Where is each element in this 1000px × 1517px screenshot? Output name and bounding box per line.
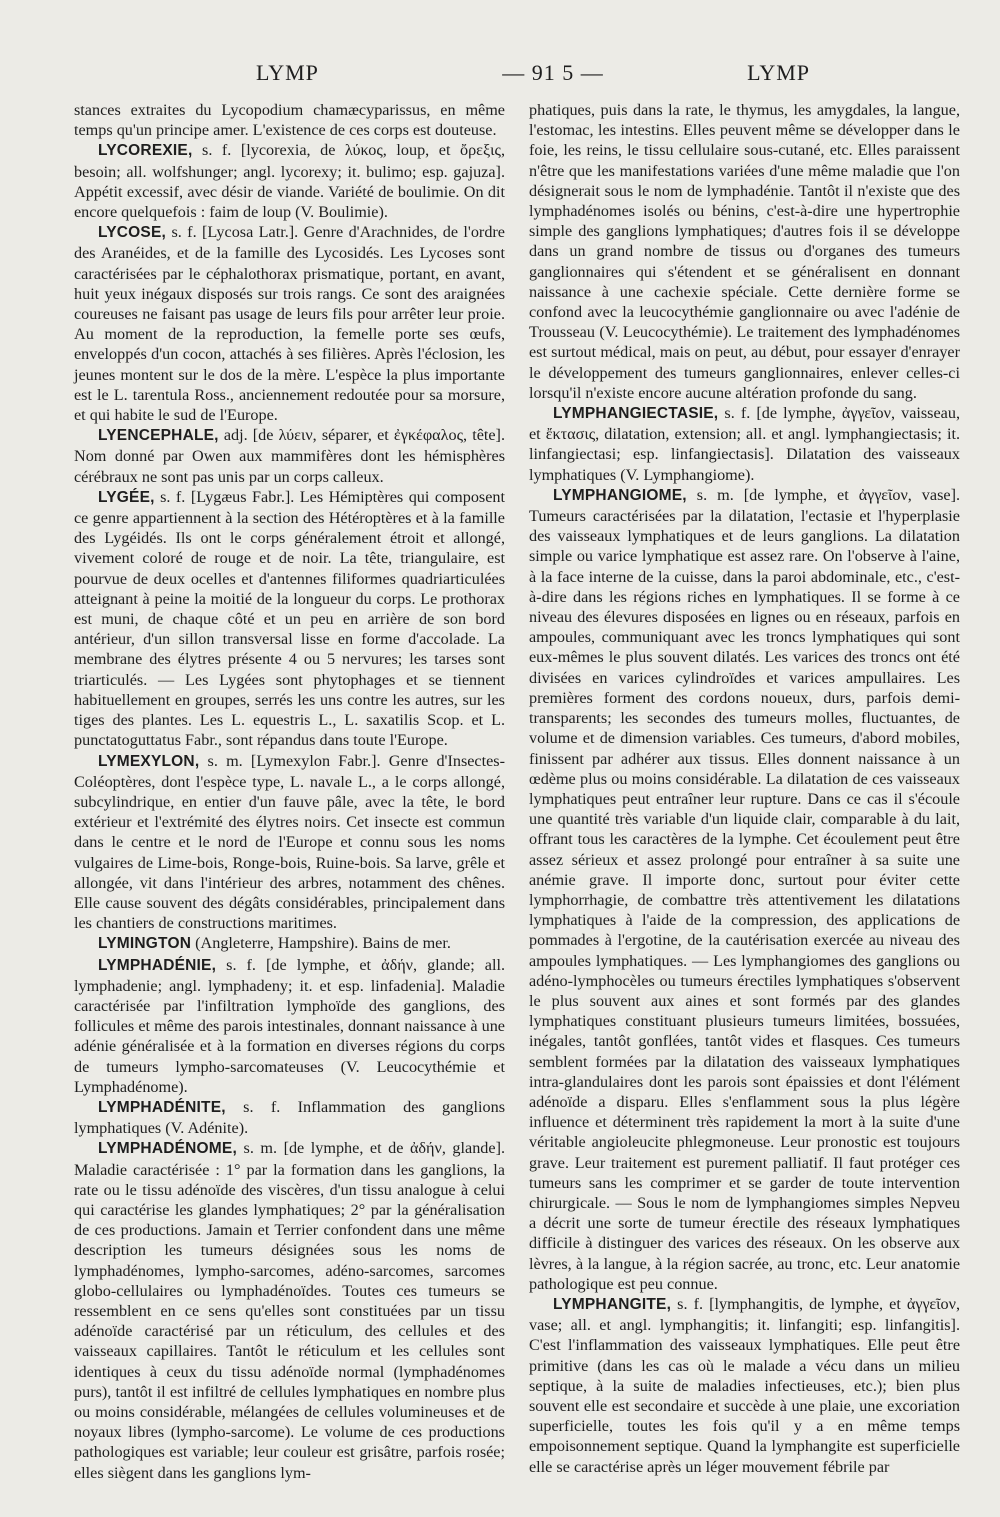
entry-text: s. m. [de lymphe, et ἀγγεῖον, vase]. Tumeurs caractérisées par la dilatation, l'ectasie et l'hyperplasie des vaisseaux lymphatiques et de leurs ganglions. La dilatation simple ou varice lymphatique est assez rare. On l'observe à l'aine, à la face interne de la cuisse, dans la paroi abdominale, etc., c'est-à-dire dans les régions riches en lymphatiques. Il se forme à ce niveau des élevures disposées en lignes ou en réseaux, parfois en ampoules, communiquant avec les troncs lymphatiques qui sont eux-mêmes le plus souvent dilatés. Les varices des troncs ont été divisées en varices cylindroïdes et varices ampullaires. Les premières forment des cordons noueux, durs, parfois demi-transparents; les secondes des tumeurs molles, fluctuantes, de volume et de dimension variables. Ces tumeurs, d'abord mobiles, finissent par adhérer aux tissus. Elles donnent naissance à un œdème plus ou moins considérable. La dilatation de ces vaisseaux lymphatiques peut entraîner leur rupture. Dans ce cas il s'écoule une quantité très variable d'un liquide clair, comparable à du lait, offrant tous les caractères de la lymphe. Cet écoulement peut être assez sérieux et assez prolongé pour entraîner à sa suite une anémie grave. Il importe donc, surtout pour éviter cette lymphorrhagie, de combattre très attentivement les dilatations lymphatiques à l'aide de la compression, des applications de pommades à l'ergotine, de la cautérisation exercée au niveau des ampoules lymphatiques. — Les lymphangiomes des ganglions ou adéno-lymphocèles ou tumeurs érectiles lymphatiques s'observent le plus souvent aux aines et sont formés par des glandes lymphatiques constituant plusieurs tumeurs limitées, bossuées, inégales, tantôt gonflées, tantôt vides et flasques. Ces tumeurs semblent formées par la dilatation des vaisseaux lymphatiques intra-glandulaires dont les parois sont épaissies et dont l'élément adénoïde a disparu. Elles s'enflamment sous la plus légère influence et déterminent très rapidement la mort à la suite d'une véritable angioleucite phlegmoneuse. Leur pronostic est toujours grave. Leur traitement est purement palliatif. Il faut protéger ces tumeurs sans les comprimer et se garder de toute intervention chirurgicale. — Sous le nom de lymphangiomes simples Nepveu a décrit une sorte de tumeur érectile des réseaux lymphatiques difficile à distinguer des varices des réseaux. On les observe aux lèvres, à la langue, à la région sacrée, au tronc, etc. Leur anatomie pathologique est peu connue. (529, 485, 961, 1293)
dictionary-entry (74, 933, 505, 954)
entry-text: (Angleterre, Hampshire). Bains de mer. (195, 934, 451, 953)
right-column (529, 100, 960, 1483)
dictionary-entry (74, 487, 505, 751)
entry-headword: LYMPHANGIECTASIE, (553, 405, 719, 423)
header-right-guide-word: LYMP (747, 60, 810, 85)
dictionary-entry (74, 1138, 505, 1482)
entry-text: s. f. [Lygæus Fabr.]. Les Hémiptères qui composent ce genre appartiennent à la section des Hétéroptères et à la famille des Lygéidés. Ils ont le corps généralement étroit et allongé, vivement coloré de rouge et de noir. La tête, triangulaire, est pourvue de deux ocelles et d'antennes filiformes quadriarticulées atteignant à peine la moitié de la longueur du corps. Le prothorax est muni, de chaque côté et un peu en arrière de son bord antérieur, d'un sillon transversal lisse en forme d'accolade. La membrane des élytres présente 4 ou 5 nervures; les tarses sont triarticulés. — Les Lygées sont phytophages et se tiennent habituellement en groupes, serrés les uns contre les autres, sur les tiges des plantes. Les L. equestris L., L. saxatilis Scop. et L. punctatoguttatus Fabr., sont répandus dans toute l'Europe. (74, 487, 505, 750)
entry-text: s. f. Inflammation des ganglions lymphatiques (V. Adénite). (74, 1097, 506, 1138)
entry-headword: LYMPHANGITE, (553, 1295, 672, 1313)
dictionary-entry (74, 222, 505, 425)
entry-headword: LYGÉE, (98, 488, 155, 506)
running-header (74, 60, 960, 100)
entry-text: s. f. [de lymphe, ἀγγεῖον, vaisseau, et ἔκτασις, dilatation, extension; all. et angl. lymphangiectasis; it. linfangiectasi; esp. linfangiectasis]. Dilatation des vaisseaux lymphatiques (V. Lymphangiome). (529, 404, 960, 484)
entry-headword: LYMINGTON (98, 935, 192, 953)
entry-text: s. m. [Lymexylon Fabr.]. Genre d'Insectes-Coléoptères, dont l'espèce type, L. navale L., a le corps allongé, subcylindrique, en entier d'un fauve pâle, avec la tête, le bord extérieur et l'extrémité des élytres noirs. Cet insecte est commun dans le centre et le nord de l'Europe et connu sous les noms vulgaires de Lime-bois, Ronge-bois, Ruine-bois. Sa larve, grêle et allongée, vit dans l'intérieur des arbres, notamment des chênes. Elle cause souvent des dégâts considérables, principalement dans les chantiers de constructions maritimes. (74, 751, 505, 933)
entry-headword: LYMPHADÉNIE, (98, 956, 217, 974)
entry-headword: LYMPHADÉNOME, (98, 1140, 237, 1158)
entry-text: phatiques, puis dans la rate, le thymus, les amygdales, la langue, l'estomac, les intestins. Elles peuvent même se développer dans le foie, les reins, le tissu cellulaire sous-cutané, etc. Elles paraissent n'être que les manifestations variées d'une même maladie que l'on désignerait sous le nom de lymphadénie. Tantôt il n'existe que des lymphadénomes isolés ou bénins, c'est-à-dire une hypertrophie simple des ganglions lymphatiques; d'autres fois il se développe dans un grand nombre de tissus ou d'organes des tumeurs ganglionnaires qui s'étendent et se généralisent en donnant naissance à une cachexie spéciale. Cette dernière forme se confond avec la leucocythémie ganglionnaire ou avec l'adénie de Trousseau (V. Leucocythémie). Le traitement des lymphadénomes est surtout médical, mais on peut, au début, pour essayer d'enrayer le développement des tumeurs ganglionnaires, enlever celles-ci lorsqu'il n'existe encore aucune altération profonde du sang. (529, 101, 960, 402)
entry-headword: LYCOSE, (98, 224, 167, 242)
entry-text: stances extraites du Lycopodium chamæcyparissus, en même temps qu'un principe amer. L'existence de ces corps est douteuse. (74, 101, 505, 140)
entry-headword: LYMPHANGIOME, (553, 486, 687, 504)
header-left-guide-word: LYMP (256, 60, 319, 85)
entry-headword: LYCOREXIE, (98, 142, 193, 160)
entry-headword: LYMEXYLON, (98, 752, 200, 770)
entry-text: s. f. [Lycosa Latr.]. Genre d'Arachnides, de l'ordre des Aranéides, et de la famille des Lycosidés. Les Lycoses sont caractérisées par le céphalothorax prismatique, portant, en avant, huit yeux inégaux disposés sur trois rangs. Ce sont des araignées coureuses ne faisant pas usage de leurs fils pour arrêter leur proie. Au moment de la reproduction, la femelle porte ses œufs, enveloppés d'un cocon, attachés à ses filières. Après l'éclosion, les jeunes montent sur le dos de la mère. L'espèce la plus importante est le L. tarentula Ross., anciennement redoutée pour sa morsure, et qui habite le sud de l'Europe. (74, 223, 505, 425)
two-column-body (74, 100, 960, 1483)
entry-text: adj. [de λύειν, séparer, et ἐγκέφαλος, tête]. Nom donné par Owen aux mammifères dont les hémisphères cérébraux ne sont pas unis par un corps calleux. (74, 426, 505, 486)
entry-headword: LYMPHADÉNITE, (98, 1098, 226, 1116)
dictionary-entry (529, 1294, 960, 1477)
dictionary-entry (74, 100, 505, 140)
dictionary-entry (529, 403, 960, 485)
dictionary-entry (74, 140, 505, 222)
dictionary-entry (74, 751, 505, 934)
dictionary-entry (529, 100, 960, 403)
page-number: — 91 5 — (502, 60, 604, 85)
left-column (74, 100, 505, 1483)
entry-text: s. m. [de lymphe, et de ἀδήν, glande]. Maladie caractérisée : 1° par la formation dans les ganglions, la rate ou le tissu adénoïde des viscères, d'un tissu analogue à celui qui caractérise les glandes lymphatiques; 2° par la généralisation de ces productions. Jamain et Terrier confondent dans une même description les tumeurs désignées sous les noms de lymphadénomes, lympho-sarcomes, adéno-sarcomes, sarcomes globo-cellulaires ou lymphadénoïdes. Toutes ces tumeurs se ressemblent en ce sens qu'elles sont constituées par un tissu adénoïde caractérisé par un réticulum, des cellules et des vaisseaux capillaires. Tantôt le réticulum et les cellules sont identiques à ceux du tissu adénoïde normal (lymphadénomes purs), tantôt il est infiltré de cellules lymphatiques en nombre plus ou moins considérable, mélangées de cellules volumineuses et de noyaux libres (lympho-sarcome). Le volume de ces productions pathologiques est variable; leur couleur est grisâtre, parfois rosée; elles siègent dans les ganglions lym- (74, 1139, 506, 1482)
dictionary-entry (74, 1097, 505, 1138)
entry-headword: LYENCEPHALE, (98, 427, 219, 445)
entry-text: s. f. [lymphangitis, de lymphe, et ἀγγεῖον, vase; all. et angl. lymphangitis; it. linfangiti; esp. linfangitis]. C'est l'inflammation des vaisseaux lymphatiques. Elle peut être primitive (dans les cas où le malade a vécu dans un milieu septique, à la suite de maladies infectieuses, etc.); bien plus souvent elle est secondaire et succède à une plaie, une excoriation superficielle, toutes les fois qu'il y a en même temps empoisonnement septique. Quand la lymphangite est superficielle elle se caractérise après un léger mouvement fébrile par (529, 1294, 961, 1476)
entry-text: s. f. [de lymphe, et ἀδήν, glande; all. lymphadenie; angl. lymphadeny; it. et esp. linfadenia]. Maladie caractérisée par l'infiltration lymphoïde des ganglions, des follicules et même des parois intestinales, donnant naissance à une adénie généralisée et à la formation en diverses régions du corps de tumeurs lympho-sarcomateuses (V. Leucocythémie et Lymphadénome). (74, 955, 505, 1096)
dictionary-entry (529, 485, 960, 1294)
dictionary-entry (74, 425, 505, 487)
dictionary-entry (74, 955, 505, 1097)
entry-text: s. f. [lycorexia, de λύκος, loup, et ὄρεξις, besoin; all. wolfshunger; angl. lycorexy; it. bulimo; esp. gajuza]. Appétit excessif, avec désir de viande. Variété de boulimie. On dit encore quelquefois : faim de loup (V. Boulimie). (74, 141, 505, 222)
